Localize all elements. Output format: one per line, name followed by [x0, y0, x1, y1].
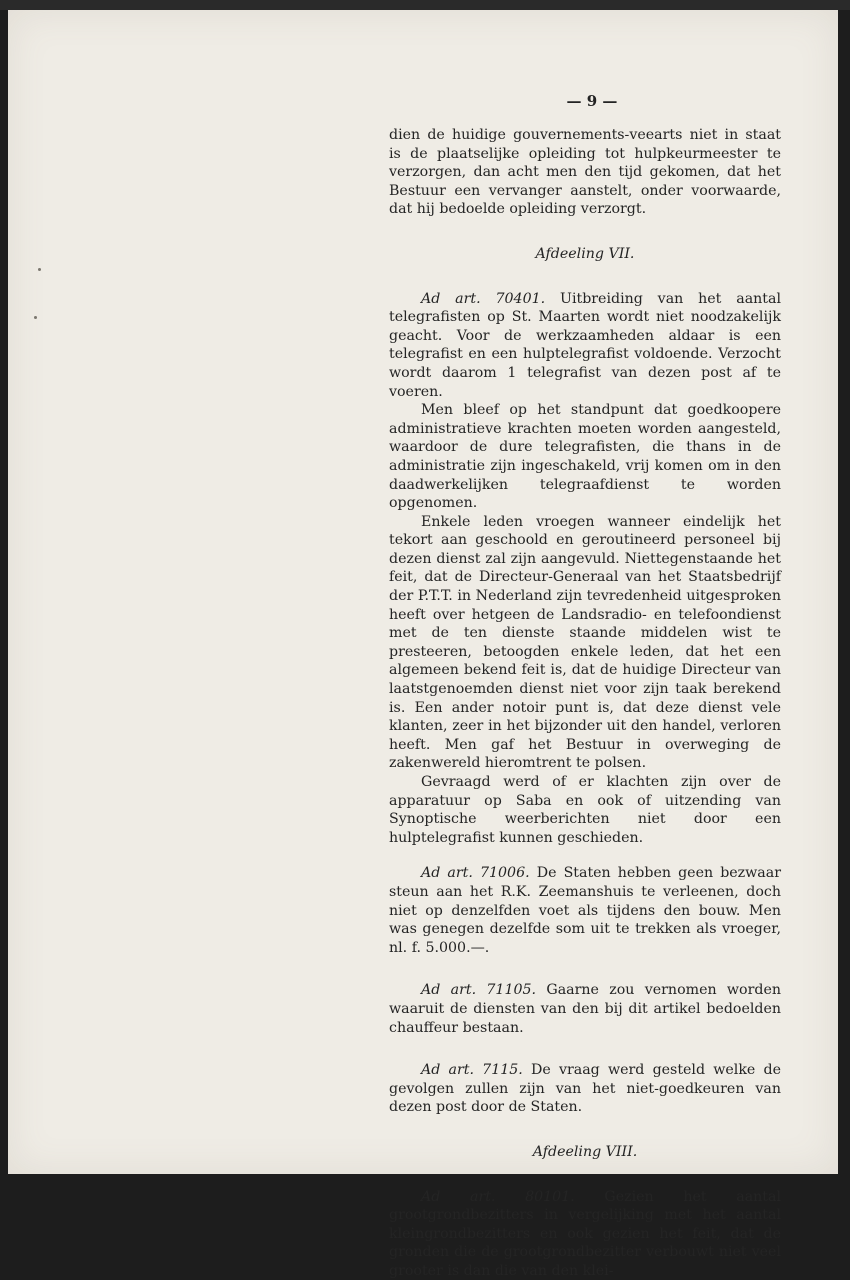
paper-speck — [38, 268, 41, 271]
article-reference: Ad art. 71105. — [421, 982, 536, 998]
article-reference: Ad art. 80101. — [421, 1189, 575, 1205]
article-reference: Ad art. 70401. — [421, 291, 545, 307]
paragraph-gevraagd: Gevraagd werd of er klachten zijn over de apparatuur op Saba en ook of uitzending van Synoptische weerberichten niet door een hulptelegrafist kunnen geschieden. — [389, 773, 781, 847]
scan-border — [0, 0, 850, 10]
article-71006 — [389, 864, 781, 957]
paragraph-opening: dien de huidige gouvernements-veearts niet in staat is de plaatselijke opleiding tot hulpkeurmeester te verzorgen, dan acht men den tijd gekomen, dat het Bestuur een vervanger aanstelt, onder voorwaarde, dat hij bedoelde opleiding verzorgt. — [389, 126, 781, 219]
text-column — [389, 126, 781, 1280]
article-text: De vraag werd gesteld welke de gevolgen zullen zijn van het niet-goedkeuren van dezen post door de Staten. — [389, 1062, 781, 1115]
article-80101 — [389, 1188, 781, 1280]
article-reference: Ad art. 7115. — [421, 1062, 523, 1078]
paragraph-enkele-leden: Enkele leden vroegen wanneer eindelijk het tekort aan geschoold en geroutineerd personeel bij dezen dienst zal zijn aangevuld. Niettegenstaande het feit, dat de Directeur-Generaal van het Staatsbedrijf der P.T.T. in Nederland zijn tevredenheid uitgesproken heeft over hetgeen de Landsradio- en telefoondienst met de ten dienste staande middelen wist te presteeren, betoogden enkele leden, dat het een algemeen bekend feit is, dat de huidige Directeur van laatstgenoemden dienst niet voor zijn taak berekend is. Een ander notoir punt is, dat deze dienst vele klanten, zeer in het bijzonder uit den handel, verloren heeft. Men gaf het Bestuur in overweging de zakenwereld hieromtrent te polsen. — [389, 513, 781, 773]
paragraph-standpunt: Men bleef op het standpunt dat goedkoopere administratieve krachten moeten worden aangesteld, waardoor de dure telegrafisten, die thans in de administratie zijn ingeschakeld, vrij komen om in den daadwerkelijken telegraafdienst te worden opgenomen. — [389, 401, 781, 513]
article-text: De Staten hebben geen bezwaar steun aan het R.K. Zeemanshuis te verleenen, doch niet op denzelfden voet als tijdens den bouw. Men was genegen dezelfde som uit te trekken als vroeger, nl. f. 5.000.—. — [389, 865, 781, 955]
article-7115 — [389, 1061, 781, 1117]
section-heading-afdeeling-viii: Afdeeling VIII. — [389, 1143, 781, 1162]
article-text: Uitbreiding van het aantal telegrafisten op St. Maarten wordt niet noodzakelijk geacht. Voor de werkzaamheden aldaar is een telegrafist en een hulptelegrafist voldoende. Verzocht wordt daarom 1 telegrafist van dezen post af te voeren. — [389, 291, 781, 400]
page-number: — 9 — — [562, 92, 622, 110]
article-text: Gaarne zou vernomen worden waaruit de diensten van den bij dit artikel bedoelden chauffeur bestaan. — [389, 982, 781, 1035]
article-71105 — [389, 981, 781, 1037]
article-text: Gezien het aantal grootgrondbezitters in vergelijking met het aantal kleingrondbezitters en ook gezien het feit, dat de gronden die de grootgrondbezitter verbouwt niet veel grooter is dan die van den klei- — [389, 1189, 781, 1279]
article-reference: Ad art. 71006. — [421, 865, 530, 881]
section-heading-afdeeling-vii: Afdeeling VII. — [389, 245, 781, 264]
article-70401 — [389, 290, 781, 402]
paper-speck — [34, 316, 37, 319]
